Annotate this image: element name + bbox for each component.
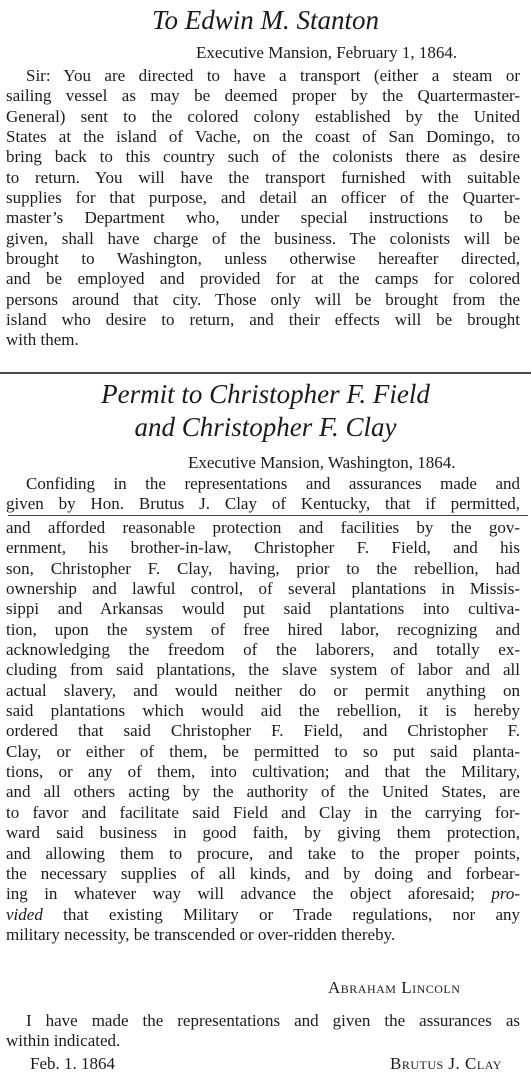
text-line: and be employed and provided for at the camps for colored — [6, 269, 520, 289]
text-line: cluding from said plantations, the slave system of labor and all — [6, 660, 520, 680]
section-title-permit-line1: Permit to Christopher F. Field — [101, 379, 430, 409]
text-line: ward said business in good faith, by giving them protection, — [6, 823, 520, 843]
permit-body — [6, 518, 520, 945]
text-line: to return. You will have the transport furnished with suitable — [6, 167, 520, 187]
text-line: military necessity, be transcended or over-ridden thereby. — [6, 924, 396, 944]
text-line: tion, upon the system of free hired labor, recognizing and — [6, 619, 520, 639]
text-line: Clay, or either of them, be permitted to so put said planta- — [6, 741, 520, 761]
text-line: to favor and facilitate said Field and Clay in the carrying for- — [6, 802, 520, 822]
text-line: the necessary supplies of all kinds, and by doing and forbear- — [6, 863, 520, 883]
text-line: bring back to this country such of the colonists there as desire — [6, 147, 520, 167]
text-line: and allowing them to procure, and take to the proper points, — [6, 843, 520, 863]
text-line: sailing vessel as may be deemed proper by the Quartermaster- — [6, 86, 520, 106]
text-line: with them. — [6, 330, 79, 350]
letter-body-stanton — [6, 66, 520, 351]
text-line: said plantations which would aid the rebellion, it is hereby — [6, 701, 520, 721]
permit-intro — [6, 474, 520, 515]
text-line: actual slavery, and would neither do or permit anything on — [6, 680, 520, 700]
text-line: Sir: You are directed to have a transport (either a steam or — [26, 66, 520, 85]
text-line: acknowledging the freedom of the laborers, and totally ex- — [6, 640, 520, 660]
text-line: Confiding in the representations and assurances made and — [26, 474, 520, 493]
text-line: brought to Washington, unless otherwise hereafter directed, — [6, 249, 520, 269]
italic-proviso-start: pro- — [491, 884, 520, 904]
text-line: island who desire to return, and their effects will be brought — [6, 310, 520, 330]
endorsement-note — [6, 1011, 520, 1051]
section-title-stanton: To Edwin M. Stanton — [151, 5, 380, 35]
text-line: and afforded reasonable protection and facilities by the gov- — [6, 518, 520, 537]
text-fragment: ing in whatever way will advance the object aforesaid; — [6, 884, 475, 904]
dateline-permit: Executive Mansion, Washington, 1864. — [188, 453, 456, 472]
text-line: given, shall have charge of the business. The colonists will be — [6, 228, 520, 248]
text-line: tions, or any of them, into cultivation; and that the Military, — [6, 762, 520, 782]
text-fragment: that existing Military or Trade regulations, nor any — [42, 904, 520, 924]
text-line-proviso — [6, 884, 520, 904]
text-line-proviso — [6, 905, 520, 925]
text-line: General) sent to the colored colony established by the United — [6, 106, 520, 126]
signature-clay: Brutus J. Clay — [390, 1054, 502, 1073]
text-line: son, Christopher F. Clay, having, prior to the rebellion, had — [6, 558, 520, 578]
text-line: given by Hon. Brutus J. Clay of Kentucky, that if permitted, — [6, 494, 520, 514]
text-line: sippi and Arkansas would put said plantations into cultiva- — [6, 599, 520, 619]
scan-seam-divider — [8, 515, 528, 516]
dateline-stanton: Executive Mansion, February 1, 1864. — [196, 43, 458, 62]
section-title-permit-line2: and Christopher F. Clay — [134, 412, 397, 442]
text-line: I have made the representations and given the assurances as — [26, 1011, 520, 1030]
text-line: and all others acting by the authority of the United States, are — [6, 782, 520, 802]
text-line: ernment, his brother-in-law, Christopher F. Field, and his — [6, 538, 520, 558]
text-line: persons around that city. Those only will be brought from the — [6, 289, 520, 309]
section-divider — [0, 372, 531, 374]
text-line: supplies for that purpose, and detail an officer of the Quarter- — [6, 188, 520, 208]
text-line: ownership and lawful control, of several plantations in Missis- — [6, 579, 520, 599]
text-line: within indicated. — [6, 1031, 121, 1050]
italic-proviso-end: vided — [6, 904, 43, 924]
signature-lincoln: Abraham Lincoln — [328, 978, 461, 997]
text-line: ordered that said Christopher F. Field, and Christopher F. — [6, 721, 520, 741]
endorsement-date: Feb. 1. 1864 — [30, 1054, 115, 1073]
text-line: master’s Department who, under special instructions to be — [6, 208, 520, 228]
text-line: States at the island of Vache, on the coast of San Domingo, to — [6, 127, 520, 147]
